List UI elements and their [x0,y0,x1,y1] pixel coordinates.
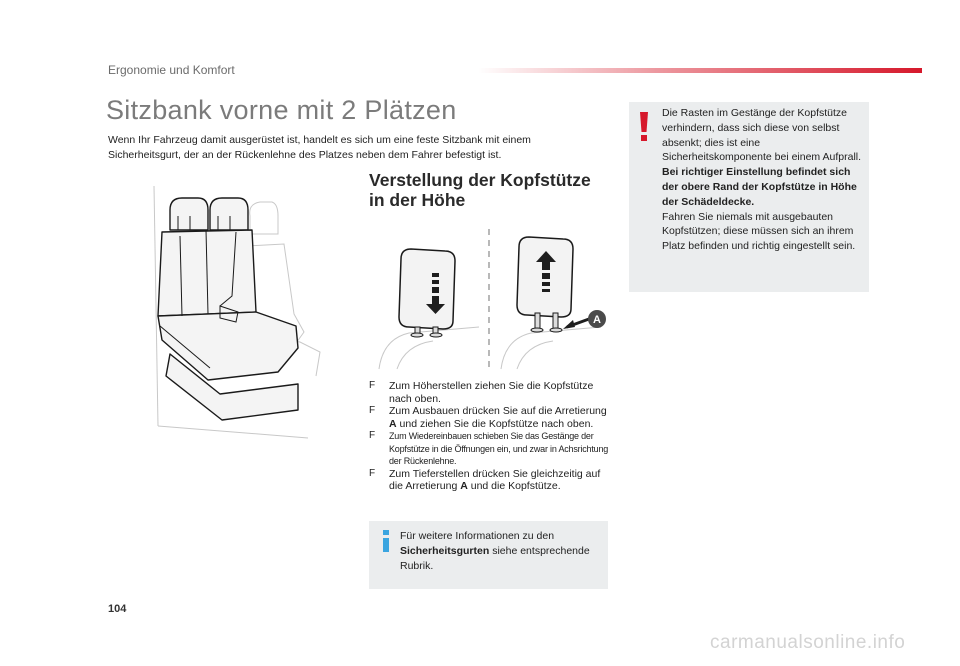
headrest-right [517,237,606,332]
seat-bench-illustration [150,186,340,440]
list-item: F Zum Höherstellen ziehen Sie die Kopfstütze nach oben. [369,380,594,405]
page-title: Sitzbank vorne mit 2 Plätzen [106,95,457,125]
section-label: Ergonomie und Komfort [108,63,235,77]
intro-paragraph: Wenn Ihr Fahrzeug damit ausgerüstet ist, handelt es sich um eine feste Sitzbank mit einem Sicherheitsgurt, der an der Rückenlehne des Platzes neben dem Fahrer befestigt ist. [108,134,531,161]
warning-text: Die Rasten im Gestänge der Kopfstütze verhindern, dass sich diese von selbst absenkt; dies ist eine Sicherheitskomponente bei einem Aufprall. Bei richtiger Einstellung befindet sich der obere Rand der Kopfstütze in Höhe der Schädeldecke. Fahren Sie niemals mit ausgebauten Kopfstützen; diese müssen sich an ihrem Platz befinden und richtig eingestellt sein. [662,107,862,253]
callout-label: A [593,314,601,326]
section-subheading: Verstellung der Kopfstütze in der Höhe [369,170,591,210]
header-accent-bar [478,68,922,73]
info-text: Für weitere Informationen zu den Sicherheitsgurten siehe entsprechende Rubrik. [400,530,590,572]
list-item: F Zum Wiedereinbauen schieben Sie das Gestänge der Kopfstütze in die Öffnungen ein, und zwar in Achsrichtung der Rückenlehne. [369,430,609,467]
page-number: 104 [108,603,127,615]
list-item: F Zum Ausbauen drücken Sie auf die Arretierung A und ziehen Sie die Kopfstütze nach oben. [369,405,607,430]
info-icon [381,530,391,552]
watermark: carmanualsonline.info [710,632,906,653]
callout-arrow-icon [563,319,589,329]
list-item: F Zum Tieferstellen drücken Sie gleichzeitig auf die Arretierung A und die Kopfstütze. [369,467,601,493]
headrest-adjustment-illustration [377,229,609,371]
instruction-list [369,380,614,493]
warning-icon [638,112,650,142]
headrest-left [399,249,455,337]
